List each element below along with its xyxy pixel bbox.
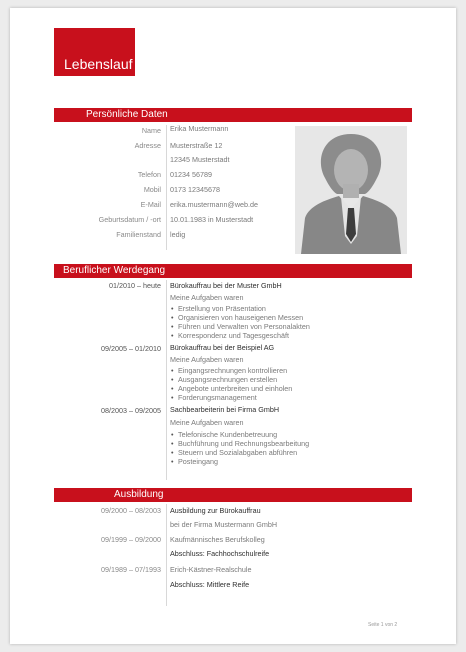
label-mobile: Mobil [143,185,161,194]
page-number: Seite 1 von 2 [368,622,398,628]
page-title: Lebenslauf [64,56,133,72]
education-title: Kaufmännisches Berufskolleg [170,535,265,544]
value-mobile: 0173 12345678 [170,185,220,194]
work-dates: 08/2003 – 09/2005 [101,406,161,415]
label-phone: Telefon [137,170,161,179]
label-birth: Geburtsdatum / -ort [98,215,161,224]
work-task: • Eingangsrechnungen kontrollieren [178,366,287,375]
work-task: • Posteingang [178,457,218,466]
value-phone: 01234 56789 [170,170,212,179]
work-dates: 01/2010 – heute [109,281,161,290]
value-email: erika.mustermann@web.de [170,200,258,209]
work-intro: Meine Aufgaben waren [170,355,244,364]
section-heading-education: Ausbildung [114,489,164,500]
work-task: • Korrespondenz und Tagesgeschäft [178,331,289,340]
title-box [54,28,135,76]
work-title: Bürokauffrau bei der Beispiel AG [170,343,275,352]
section-bar-personal [54,108,412,122]
work-task: • Steuern und Sozialabgaben abführen [178,448,297,457]
value-birth: 10.01.1983 in Musterstadt [170,215,254,224]
divider-line [166,280,167,480]
education-dates: 09/1999 – 09/2000 [101,535,161,544]
divider-line [166,504,167,606]
education-dates: 09/1989 – 07/1993 [101,565,161,574]
label-status: Familienstand [116,230,161,239]
person-silhouette-icon [295,126,407,254]
value-city: 12345 Musterstadt [170,155,230,164]
label-address: Adresse [134,141,161,150]
section-heading-work: Beruflicher Werdegang [63,265,166,276]
education-dates: 09/2000 – 08/2003 [101,506,161,515]
work-task: • Führen und Verwalten von Personalakten [178,322,310,331]
work-task: • Erstellung von Präsentation [178,304,266,313]
value-status: ledig [170,230,186,239]
value-street: Musterstraße 12 [170,141,223,150]
work-title: Sachbearbeiterin bei Firma GmbH [170,405,280,414]
work-task: • Ausgangsrechnungen erstellen [178,375,277,384]
label-name: Name [141,126,161,135]
work-dates: 09/2005 – 01/2010 [101,344,161,353]
work-task: • Angebote unterbreiten und einholen [178,384,292,393]
education-title: Ausbildung zur Bürokauffrau [170,506,261,515]
section-heading-personal: Persönliche Daten [86,109,168,120]
section-bar-work [54,264,412,278]
section-bar-education [54,488,412,502]
value-name: Erika Mustermann [170,124,229,133]
education-detail: Abschluss: Fachhochschulreife [170,549,270,558]
education-title: Erich-Kästner-Realschule [170,565,252,574]
work-task: • Forderungsmanagement [178,393,257,402]
education-detail: bei der Firma Mustermann GmbH [170,520,278,529]
label-email: E-Mail [140,200,161,209]
work-task: • Telefonische Kundenbetreuung [178,430,277,439]
divider-line [166,125,167,250]
work-task: • Buchführung und Rechnungsbearbeitung [178,439,309,448]
work-task: • Organisieren von hauseigenen Messen [178,313,303,322]
resume-page [10,8,456,644]
work-title: Bürokauffrau bei der Muster GmbH [170,281,282,290]
education-detail: Abschluss: Mittlere Reife [170,580,250,589]
work-intro: Meine Aufgaben waren [170,293,244,302]
work-intro: Meine Aufgaben waren [170,418,244,427]
